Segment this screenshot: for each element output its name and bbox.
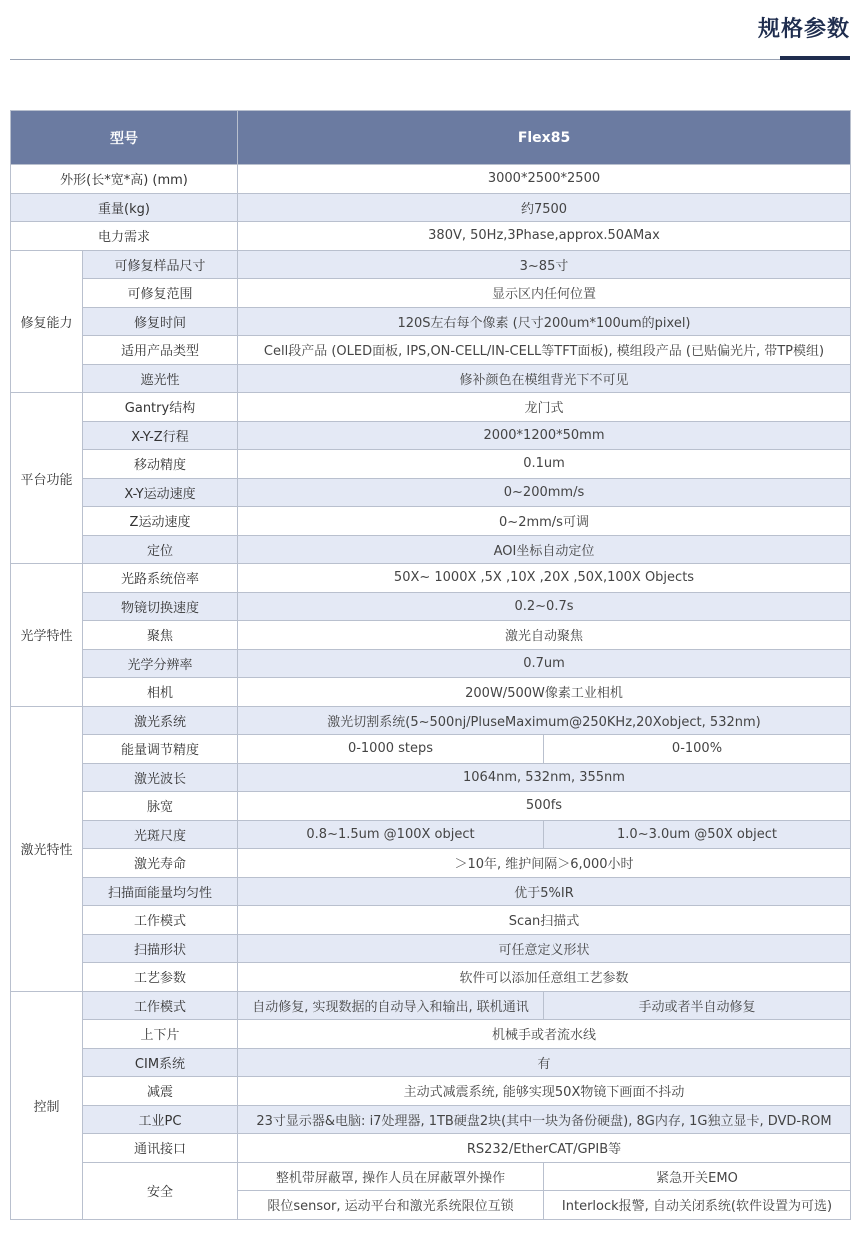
spec-value-secondary: 0-100%: [544, 735, 851, 764]
spec-value: 50X~ 1000X ,5X ,10X ,20X ,50X,100X Objects: [238, 564, 851, 593]
spec-label: 能量调节精度: [83, 735, 238, 764]
spec-label: 激光寿命: [83, 849, 238, 878]
spec-value: 约7500: [238, 193, 851, 222]
table-row: [11, 564, 851, 593]
table-row: [11, 279, 851, 308]
spec-label: Gantry结构: [83, 393, 238, 422]
table-row: [11, 1105, 851, 1134]
spec-label: 激光系统: [83, 706, 238, 735]
table-row: [11, 507, 851, 536]
table-row: [11, 849, 851, 878]
spec-label: 扫描形状: [83, 934, 238, 963]
spec-label: 物镜切换速度: [83, 592, 238, 621]
table-row: [11, 649, 851, 678]
spec-table-body: [11, 165, 851, 1220]
page-title: 规格参数: [757, 17, 850, 42]
spec-label: 安全: [83, 1162, 238, 1219]
spec-value: 修补颜色在模组背光下不可见: [238, 364, 851, 393]
spec-value: 200W/500W像素工业相机: [238, 678, 851, 707]
category-label: 激光特性: [11, 706, 83, 991]
table-row: [11, 963, 851, 992]
table-row: [11, 1020, 851, 1049]
table-row: [11, 336, 851, 365]
spec-label: 脉宽: [83, 792, 238, 821]
header-model: Flex85: [238, 111, 851, 165]
spec-value: 2000*1200*50mm: [238, 421, 851, 450]
spec-value: 0~200mm/s: [238, 478, 851, 507]
spec-value: 自动修复, 实现数据的自动导入和输出, 联机通讯: [238, 991, 544, 1020]
spec-label: 移动精度: [83, 450, 238, 479]
spec-label: 相机: [83, 678, 238, 707]
table-row: [11, 1162, 851, 1191]
spec-value: 软件可以添加任意组工艺参数: [238, 963, 851, 992]
spec-value: 主动式减震系统, 能够实现50X物镜下画面不抖动: [238, 1077, 851, 1106]
spec-label: 可修复样品尺寸: [83, 250, 238, 279]
spec-value: 整机带屏蔽罩, 操作人员在屏蔽罩外操作: [238, 1162, 544, 1191]
table-row: [11, 364, 851, 393]
spec-value: 120S左右每个像素 (尺寸200um*100um的pixel): [238, 307, 851, 336]
table-row: [11, 735, 851, 764]
spec-label: 激光波长: [83, 763, 238, 792]
table-row: [11, 1048, 851, 1077]
table-row: [11, 906, 851, 935]
table-row: [11, 535, 851, 564]
spec-label: 重量(kg): [11, 193, 238, 222]
spec-label: CIM系统: [83, 1048, 238, 1077]
spec-value: 龙门式: [238, 393, 851, 422]
table-row: [11, 678, 851, 707]
spec-value: 0.2~0.7s: [238, 592, 851, 621]
spec-value: 激光切割系统(5~500nj/PluseMaximum@250KHz,20Xobject, 532nm): [238, 706, 851, 735]
spec-value: 380V, 50Hz,3Phase,approx.50AMax: [238, 222, 851, 251]
table-header-row: [11, 111, 851, 165]
table-row: [11, 222, 851, 251]
spec-value: 1064nm, 532nm, 355nm: [238, 763, 851, 792]
spec-label: Z运动速度: [83, 507, 238, 536]
table-row: [11, 1077, 851, 1106]
spec-value: 3~85寸: [238, 250, 851, 279]
spec-label: 光学分辨率: [83, 649, 238, 678]
spec-value: 0.8~1.5um @100X object: [238, 820, 544, 849]
table-row: [11, 250, 851, 279]
spec-label: 外形(长*宽*高) (mm): [11, 165, 238, 194]
title-divider: [10, 59, 850, 60]
table-row: [11, 450, 851, 479]
spec-value: 3000*2500*2500: [238, 165, 851, 194]
spec-value: 显示区内任何位置: [238, 279, 851, 308]
spec-label: 工业PC: [83, 1105, 238, 1134]
table-row: [11, 421, 851, 450]
spec-value: ＞10年, 维护间隔＞6,000小时: [238, 849, 851, 878]
category-label: 修复能力: [11, 250, 83, 393]
spec-value-secondary: Interlock报警, 自动关闭系统(软件设置为可选): [544, 1191, 851, 1220]
spec-label: 光斑尺度: [83, 820, 238, 849]
spec-label: 光路系统倍率: [83, 564, 238, 593]
spec-value: 0~2mm/s可调: [238, 507, 851, 536]
spec-label: 电力需求: [11, 222, 238, 251]
table-row: [11, 1134, 851, 1163]
header-label: 型号: [11, 111, 238, 165]
spec-value: 0-1000 steps: [238, 735, 544, 764]
spec-value: 0.1um: [238, 450, 851, 479]
spec-value: 优于5%IR: [238, 877, 851, 906]
spec-value: 可任意定义形状: [238, 934, 851, 963]
table-row: [11, 820, 851, 849]
spec-value: 限位sensor, 运动平台和激光系统限位互锁: [238, 1191, 544, 1220]
spec-value: Cell段产品 (OLED面板, IPS,ON-CELL/IN-CELL等TFT面板), 模组段产品 (已贴偏光片, 带TP模组): [238, 336, 851, 365]
spec-label: X-Y-Z行程: [83, 421, 238, 450]
spec-value: 有: [238, 1048, 851, 1077]
spec-value: 500fs: [238, 792, 851, 821]
spec-label: 修复时间: [83, 307, 238, 336]
spec-label: 聚焦: [83, 621, 238, 650]
table-row: [11, 592, 851, 621]
table-row: [11, 706, 851, 735]
title-accent-bar: [780, 56, 850, 60]
table-row: [11, 877, 851, 906]
spec-value-secondary: 1.0~3.0um @50X object: [544, 820, 851, 849]
spec-label: 遮光性: [83, 364, 238, 393]
spec-label: 可修复范围: [83, 279, 238, 308]
spec-label: 上下片: [83, 1020, 238, 1049]
spec-value-secondary: 手动或者半自动修复: [544, 991, 851, 1020]
spec-value: AOI坐标自动定位: [238, 535, 851, 564]
table-row: [11, 193, 851, 222]
spec-label: 通讯接口: [83, 1134, 238, 1163]
table-row: [11, 478, 851, 507]
spec-label: 工艺参数: [83, 963, 238, 992]
spec-label: X-Y运动速度: [83, 478, 238, 507]
spec-label: 扫描面能量均匀性: [83, 877, 238, 906]
spec-table: [10, 110, 851, 1220]
table-row: [11, 991, 851, 1020]
spec-value-secondary: 紧急开关EMO: [544, 1162, 851, 1191]
spec-value: RS232/EtherCAT/GPIB等: [238, 1134, 851, 1163]
spec-value: 0.7um: [238, 649, 851, 678]
category-label: 光学特性: [11, 564, 83, 707]
spec-value: 23寸显示器&电脑: i7处理器, 1TB硬盘2块(其中一块为备份硬盘), 8G内存, 1G独立显卡, DVD-ROM: [238, 1105, 851, 1134]
table-row: [11, 763, 851, 792]
table-row: [11, 934, 851, 963]
category-label: 控制: [11, 991, 83, 1219]
spec-label: 减震: [83, 1077, 238, 1106]
category-label: 平台功能: [11, 393, 83, 564]
table-row: [11, 621, 851, 650]
table-row: [11, 307, 851, 336]
spec-label: 适用产品类型: [83, 336, 238, 365]
table-row: [11, 165, 851, 194]
table-row: [11, 393, 851, 422]
spec-label: 工作模式: [83, 906, 238, 935]
spec-label: 定位: [83, 535, 238, 564]
spec-value: 机械手或者流水线: [238, 1020, 851, 1049]
spec-label: 工作模式: [83, 991, 238, 1020]
spec-value: Scan扫描式: [238, 906, 851, 935]
table-row: [11, 792, 851, 821]
spec-value: 激光自动聚焦: [238, 621, 851, 650]
